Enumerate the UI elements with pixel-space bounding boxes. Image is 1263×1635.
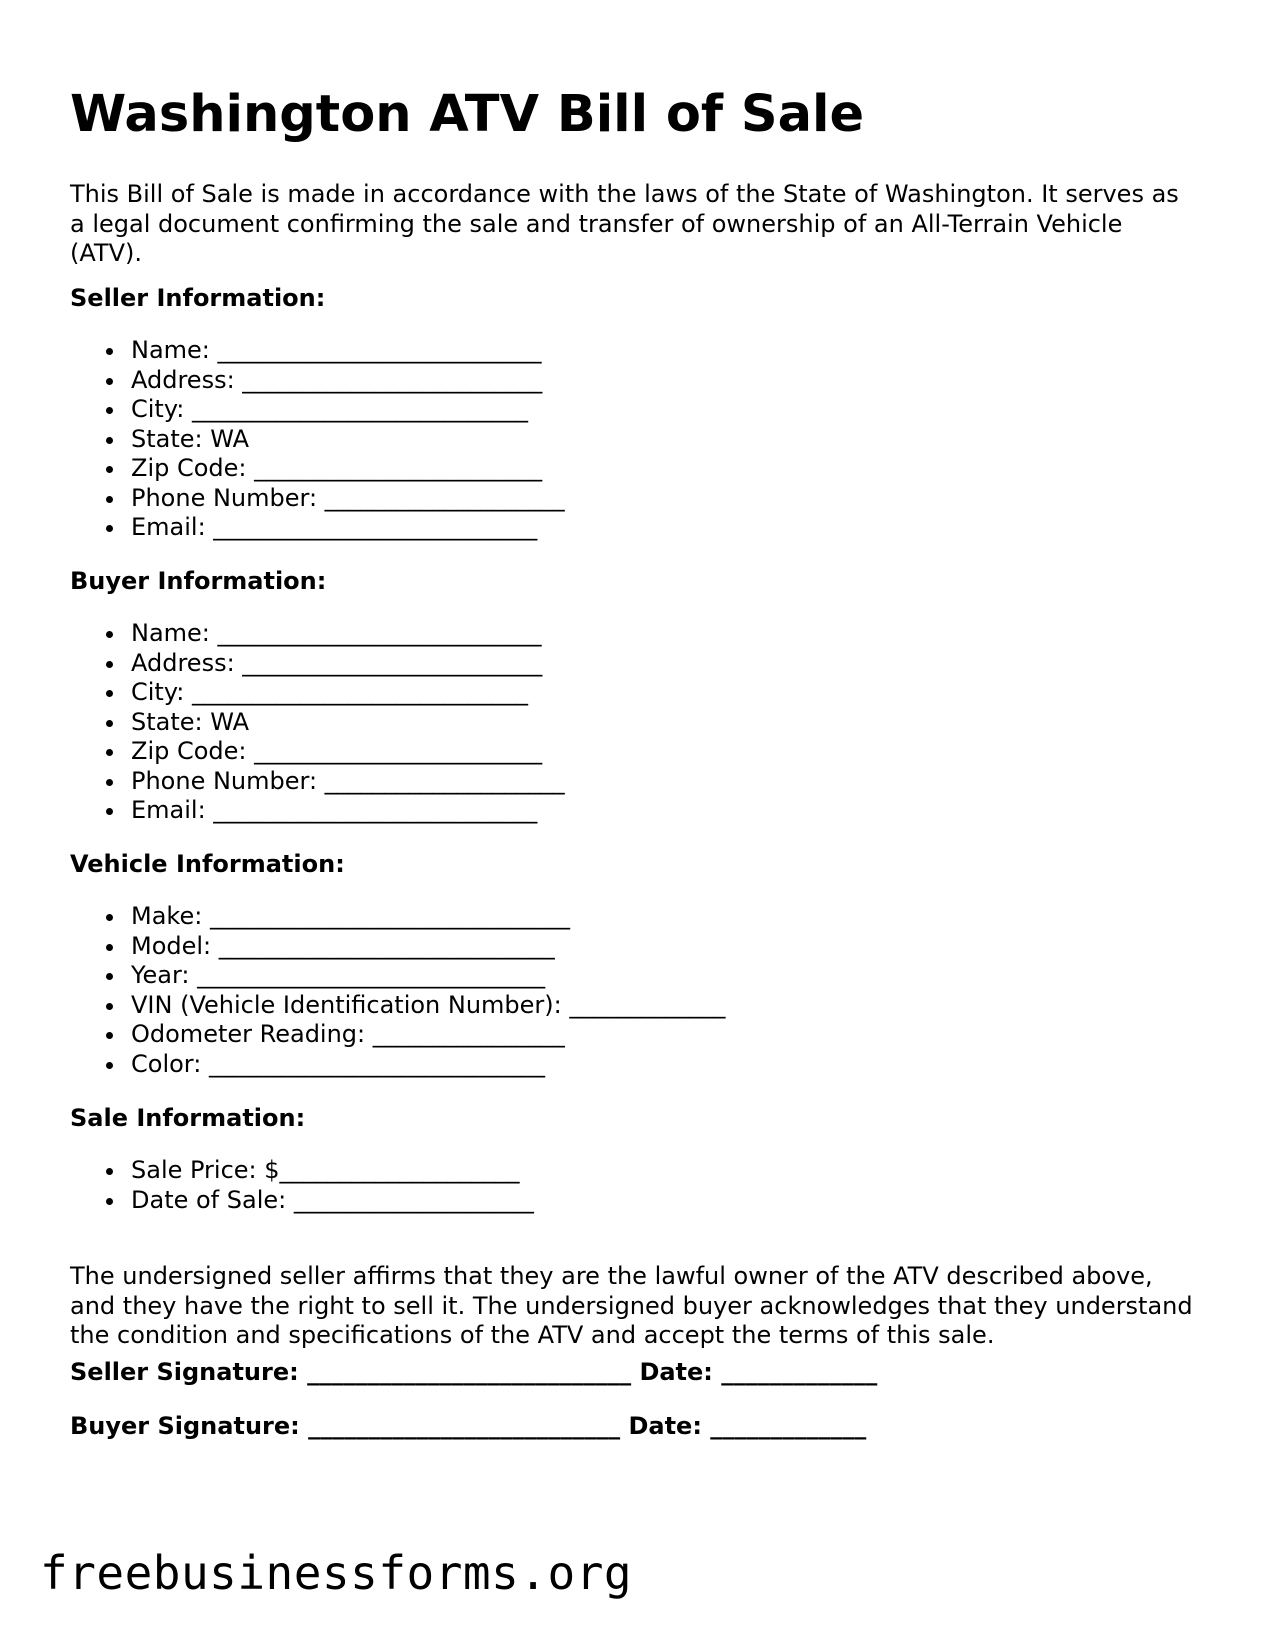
- seller-fields-list: [70, 336, 565, 543]
- buyer-state-field: State: WA: [70, 708, 565, 738]
- sale-fields-list: [70, 1156, 534, 1215]
- seller-email-field: Email: ___________________________: [70, 513, 565, 543]
- document-title: Washington ATV Bill of Sale: [70, 85, 865, 144]
- seller-name-field: Name: ___________________________: [70, 336, 565, 366]
- vehicle-color-field: Color: ____________________________: [70, 1050, 725, 1080]
- affirmation-statement: The undersigned seller affirms that they are the lawful owner of the ATV described above, and they have the right to sell it. The undersigned buyer acknowledges that they understand the condition and specifications of the ATV and accept the terms of this sale.: [70, 1262, 1193, 1349]
- sale-price-field: Sale Price: $____________________: [70, 1156, 534, 1186]
- buyer-address-field: Address: _________________________: [70, 649, 565, 679]
- buyer-fields-list: [70, 619, 565, 826]
- buyer-email-field: Email: ___________________________: [70, 796, 565, 826]
- sale-section-heading: Sale Information:: [70, 1104, 306, 1132]
- vehicle-vin-field: VIN (Vehicle Identification Number): _____________: [70, 991, 725, 1021]
- buyer-city-field: City: ____________________________: [70, 678, 565, 708]
- seller-state-field: State: WA: [70, 425, 565, 455]
- vehicle-model-field: Model: ____________________________: [70, 932, 725, 962]
- vehicle-year-field: Year: _____________________________: [70, 961, 725, 991]
- seller-city-field: City: ____________________________: [70, 395, 565, 425]
- buyer-section-heading: Buyer Information:: [70, 567, 327, 595]
- buyer-signature-line: Buyer Signature: __________________________ Date: _____________: [70, 1412, 867, 1440]
- intro-paragraph: This Bill of Sale is made in accordance with the laws of the State of Washington. It serves as a legal document confirming the sale and transfer of ownership of an All-Terrain Vehicle (ATV).: [70, 180, 1179, 267]
- buyer-phone-field: Phone Number: ____________________: [70, 767, 565, 797]
- buyer-name-field: Name: ___________________________: [70, 619, 565, 649]
- seller-address-field: Address: _________________________: [70, 366, 565, 396]
- vehicle-section-heading: Vehicle Information:: [70, 850, 345, 878]
- seller-section-heading: Seller Information:: [70, 284, 326, 312]
- vehicle-make-field: Make: ______________________________: [70, 902, 725, 932]
- buyer-zip-field: Zip Code: ________________________: [70, 737, 565, 767]
- footer-watermark: freebusinessforms.org: [40, 1546, 633, 1600]
- sale-date-field: Date of Sale: ____________________: [70, 1186, 534, 1216]
- seller-signature-line: Seller Signature: ___________________________ Date: _____________: [70, 1358, 878, 1386]
- vehicle-fields-list: [70, 902, 725, 1079]
- seller-zip-field: Zip Code: ________________________: [70, 454, 565, 484]
- vehicle-odometer-field: Odometer Reading: ________________: [70, 1020, 725, 1050]
- seller-phone-field: Phone Number: ____________________: [70, 484, 565, 514]
